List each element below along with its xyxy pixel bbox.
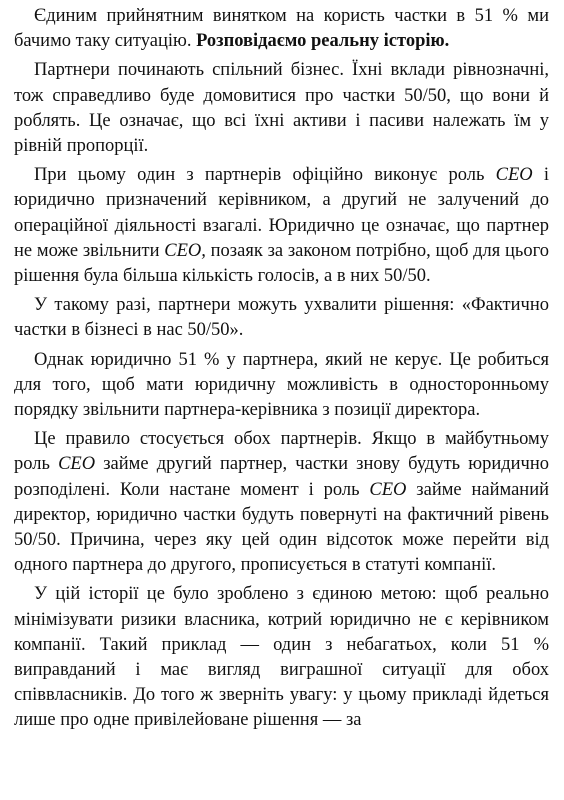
- paragraph-4: [14, 293, 549, 343]
- text-run: У цій історії це було зроблено з єдиною метою: щоб реально мінімізувати ризики власника, котрий юридично не є керівником компанії. Такий приклад — один з небагатьох, коли 51 % виправданий і має вигляд виграшної ситуації для обох співвласників. До того ж зверніть увагу: у цьому прикладі йдеться лише про одне привілейоване рішення — за: [14, 584, 549, 731]
- paragraph-6: [14, 427, 549, 578]
- paragraph-2: [14, 58, 549, 159]
- paragraph-7: [14, 582, 549, 733]
- text-run: займе найманий директор, юридично частки будуть повернуті на фактичний рівень 50/50. Причина, через яку цей один відсоток може перейти від одного партнера до другого, прописується в статуті компанії.: [14, 479, 550, 576]
- text-run: При цьому один з партнерів офіційно виконує роль: [34, 165, 496, 186]
- italic-run: CEO: [58, 454, 96, 475]
- paragraph-3: [14, 163, 549, 289]
- text-run: У такому разі, партнери можуть ухвалити рішення: «Фактично частки в бізнесі в нас 50/50».: [14, 295, 549, 341]
- paragraph-5: [14, 348, 549, 424]
- italic-run: CEO: [495, 165, 533, 186]
- text-run: і юридично призначений керівником, а другий не залучений до операційної діяльності взагалі. Юридично це означає, що партнер не може звільнити: [14, 165, 549, 261]
- text-run: Партнери починають спільний бізнес. Їхні вклади рівнозначні, тож справедливо буде домовитися про частки 50/50, що вони й роблять. Це означає, що всі їхні активи і пасиви належать їм у рівній пропорції.: [14, 60, 549, 157]
- text-run: займе другий партнер, частки знову будуть юридично розподілені. Коли настане момент і роль: [14, 454, 549, 500]
- italic-run: CEO,: [164, 240, 206, 261]
- text-run: Це правило стосується обох партнерів. Якщо в майбутньому роль: [14, 429, 549, 475]
- paragraph-1: [14, 4, 549, 54]
- text-run: Однак юридично 51 % у партнера, який не керує. Це робиться для того, щоб мати юридичну можливість в односторонньому порядку звільнити партнера-керівника з позиції директора.: [14, 349, 549, 421]
- text-run: позаяк за законом потрібно, щоб для цього рішення була більша кількість голосів, а в них 50/50.: [14, 240, 549, 287]
- italic-run: CEO: [369, 479, 407, 500]
- text-run: Єдиним прийнятним винятком на користь частки в 51 % ми бачимо таку ситуацію.: [14, 6, 549, 52]
- bold-heading-run: Розповідаємо реальну історію.: [196, 31, 450, 52]
